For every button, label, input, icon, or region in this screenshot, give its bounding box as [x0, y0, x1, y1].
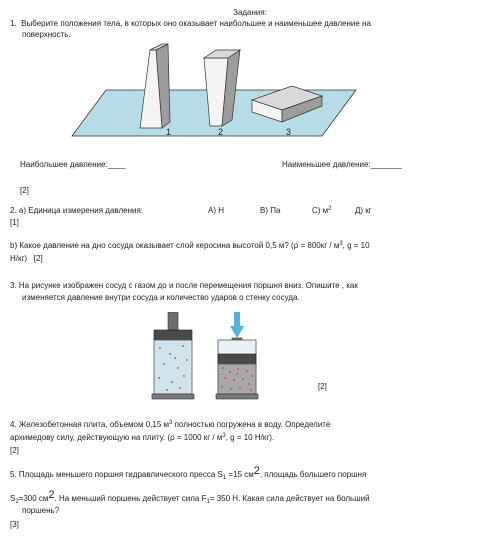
vessel-1-base	[152, 394, 194, 399]
vessel-2-piston	[218, 354, 256, 364]
q5-line3: поршень?	[22, 506, 60, 515]
q3-figure	[150, 312, 270, 404]
max-pressure-label: Наибольшее давление:____	[20, 160, 126, 169]
block-label-3: 3	[286, 127, 292, 137]
q1-text-line1: 1. Выберите положения тела, в которых оно оказывает наибольшее и наименьшее давление на	[10, 19, 371, 28]
q2-option-d: Д) кг	[355, 206, 372, 215]
q5-line1: 5. Площадь меньшего поршня гидравлического пресса $S_1 =15$ $см^2$, площадь большего поршня	[10, 465, 367, 481]
q5-line2: $S_2=300$ $см^2$. На меньший поршень действует сила $F_1= 350$ Н. Какая сила действует на больший	[10, 489, 370, 505]
q4-line1: 4. Железобетонная плита, объемом 0,15 $м^3$ полностью погружена в воду. Определите	[10, 420, 331, 429]
vessel-1-piston	[154, 330, 192, 340]
min-pressure-label: Наименьшее давление:_______	[282, 160, 402, 169]
q2-option-a: А) Н	[208, 206, 224, 215]
q2-option-b: В) Па	[260, 206, 281, 215]
block-label-1: 1	[166, 127, 172, 137]
push-arrow	[230, 312, 244, 338]
q2-option-c: С) $м^2$	[312, 206, 332, 215]
q5-points: [3]	[10, 520, 19, 529]
q3-line2: изменяется давление внутри сосуда и количество ударов о стенку сосуда.	[22, 293, 300, 302]
q2b-line1: b) Какое давление на дно сосуда оказывает слой керосина высотой 0,5 м? ($\rho = 800кг / м^3$, g = 10	[10, 241, 370, 250]
block-label-2: 2	[218, 127, 224, 137]
page-title: Задания:	[233, 8, 267, 17]
q3-points: [2]	[318, 382, 327, 391]
q4-points: [2]	[10, 446, 19, 455]
vessel-2-base	[216, 394, 258, 399]
q3-line1: 3. На рисунке изображен сосуд с газом до и после перемещения поршня вниз. Опишите , как	[10, 281, 358, 290]
vessel-1-rod	[168, 312, 178, 330]
q2a-text: 2. а) Единица измерения давления:	[10, 206, 144, 215]
q1-points: [2]	[20, 186, 29, 195]
q2a-points: [1]	[10, 218, 19, 227]
q2b-line2: Н/кг) [2]	[10, 254, 43, 263]
q1-text-line2: поверхность.	[22, 30, 71, 39]
q4-line2: архимедову силу, действующую на плиту. (ρ = 1000 кг / $м^3$, g = 10 Н/кг).	[10, 433, 275, 442]
q1-figure	[70, 42, 370, 142]
